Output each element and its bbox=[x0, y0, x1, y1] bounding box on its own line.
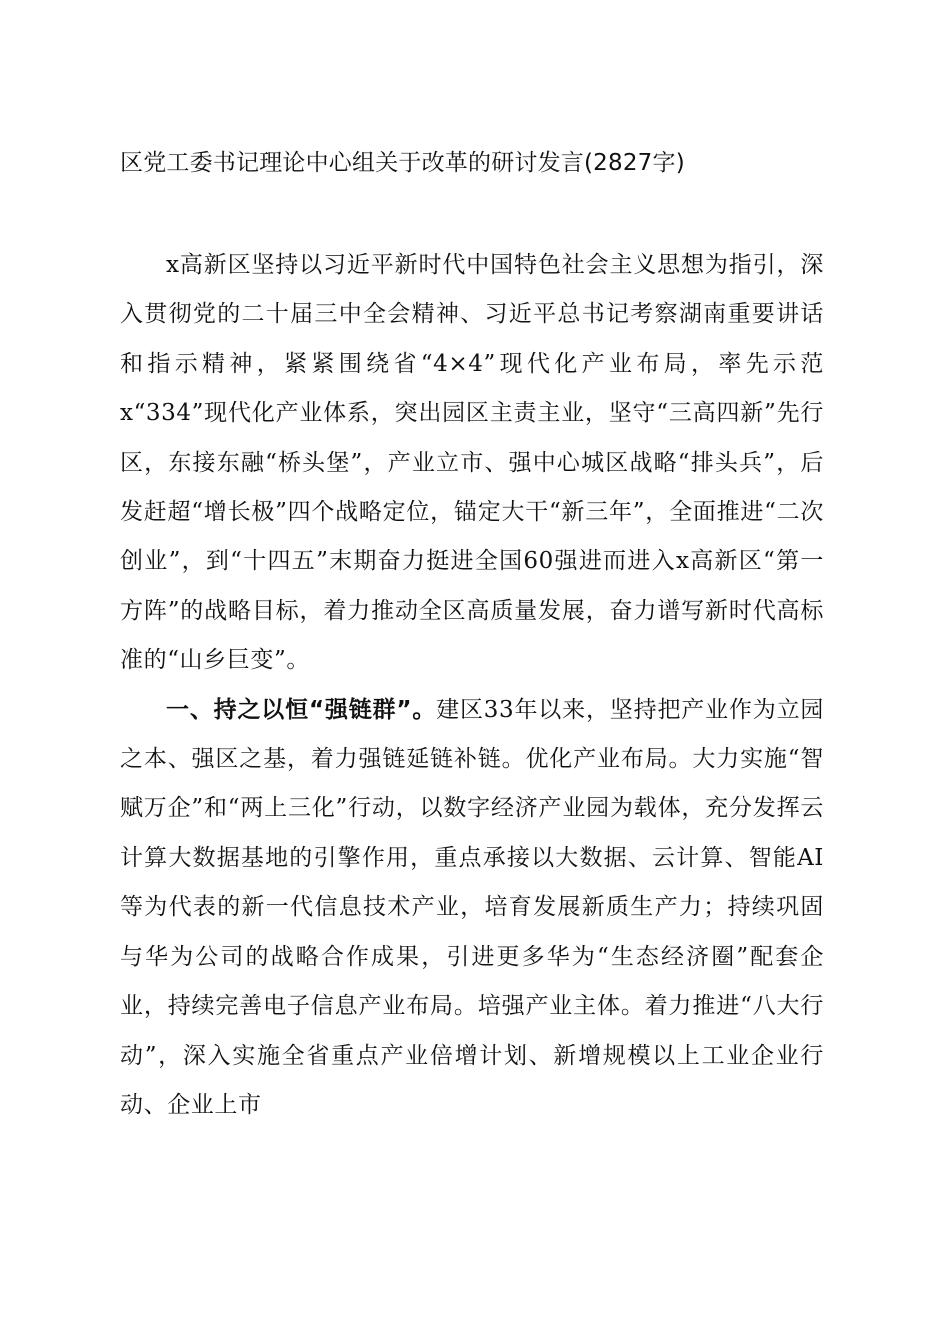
section-heading: 一、持之以恒“强链群”。 bbox=[166, 696, 437, 723]
document-title: 区党工委书记理论中心组关于改革的研讨发言(2827字) bbox=[120, 150, 685, 176]
paragraph-text: 建区33年以来，坚持把产业作为立园之本、强区之基，着力强链延链补链。优化产业布局。大力实施“智赋万企”和“两上三化”行动，以数字经济产业园为载体，充分发挥云计算大数据基地的引擎作用，重点承接以大数据、云计算、智能AI等为代表的新一代信息技术产业，培育发展新质生产力；持续巩固与华为公司的战略合作成果，引进更多华为“生态经济圈”配套企业，持续完善电子信息产业布局。培强产业主体。着力推进“八大行动”，深入实施全省重点产业倍增计划、新增规模以上工业企业行动、企业上市 bbox=[120, 696, 824, 1118]
paragraph-intro bbox=[120, 241, 824, 686]
document-body bbox=[120, 241, 824, 1130]
paragraph-text: x高新区坚持以习近平新时代中国特色社会主义思想为指引，深入贯彻党的二十届三中全会精神、习近平总书记考察湖南重要讲话和指示精神，紧紧围绕省“4×4”现代化产业布局，率先示范x“334”现代化产业体系，突出园区主责主业，坚守“三高四新”先行区，东接东融“桥头堡”，产业立市、强中心城区战略“排头兵”，后发赶超“增长极”四个战略定位，锚定大干“新三年”，全面推进“二次创业”，到“十四五”末期奋力挺进全国60强进而进入x高新区“第一方阵”的战略目标，着力推动全区高质量发展，奋力谱写新时代高标准的“山乡巨变”。 bbox=[120, 252, 824, 674]
paragraph-section-1 bbox=[120, 686, 824, 1131]
